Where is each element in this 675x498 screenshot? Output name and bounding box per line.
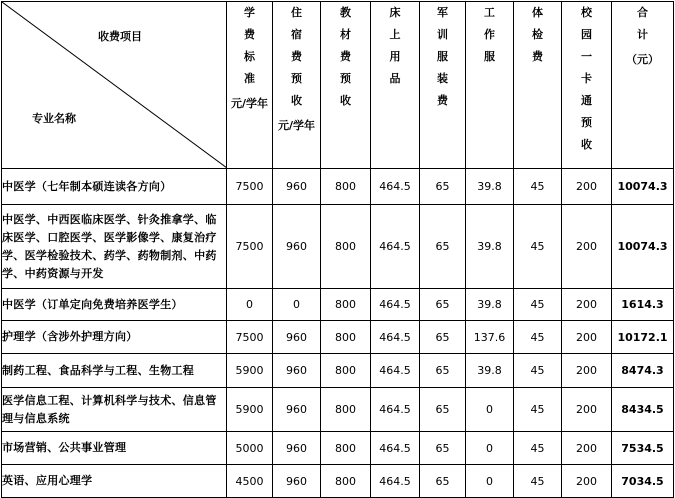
fee-cell-dorm: 960 bbox=[273, 169, 321, 205]
fee-cell-bedding: 464.5 bbox=[371, 321, 420, 354]
fee-cell-books: 800 bbox=[321, 388, 371, 432]
major-name-cell: 中医学、中西医临床医学、针灸推拿学、临床医学、口腔医学、医学影像学、康复治疗学、医学检验技术、药学、药物制剂、中药学、中药资源与开发 bbox=[2, 205, 227, 289]
fee-cell-military: 65 bbox=[420, 465, 466, 498]
fee-cell-physical: 45 bbox=[514, 465, 562, 498]
fee-cell-total: 1614.3 bbox=[612, 289, 674, 321]
fee-cell-bedding: 464.5 bbox=[371, 169, 420, 205]
table-row bbox=[2, 169, 674, 205]
fee-cell-total: 10074.3 bbox=[612, 169, 674, 205]
column-header-dorm bbox=[273, 2, 321, 169]
column-header-bedding bbox=[371, 2, 420, 169]
fee-cell-workwear: 39.8 bbox=[466, 205, 514, 289]
column-header-text: 住宿费预收 bbox=[291, 6, 302, 107]
fee-cell-military: 65 bbox=[420, 321, 466, 354]
fee-cell-campus_card: 200 bbox=[562, 289, 612, 321]
fee-cell-campus_card: 200 bbox=[562, 321, 612, 354]
fee-cell-physical: 45 bbox=[514, 354, 562, 388]
column-header-text: 床上用品 bbox=[389, 6, 401, 85]
fee-cell-bedding: 464.5 bbox=[371, 388, 420, 432]
fee-items-label: 收费项目 bbox=[98, 30, 142, 43]
fee-cell-military: 65 bbox=[420, 432, 466, 465]
diagonal-header-cell bbox=[2, 2, 227, 169]
fee-cell-workwear: 39.8 bbox=[466, 354, 514, 388]
diagonal-line bbox=[2, 2, 227, 168]
fee-cell-tuition: 5900 bbox=[227, 354, 273, 388]
table-row bbox=[2, 432, 674, 465]
fee-cell-physical: 45 bbox=[514, 205, 562, 289]
column-header-tuition bbox=[227, 2, 273, 169]
fee-cell-military: 65 bbox=[420, 354, 466, 388]
fee-cell-military: 65 bbox=[420, 388, 466, 432]
fee-cell-books: 800 bbox=[321, 289, 371, 321]
fee-cell-tuition: 0 bbox=[227, 289, 273, 321]
fee-cell-campus_card: 200 bbox=[562, 388, 612, 432]
column-header-physical bbox=[514, 2, 562, 169]
column-header-military bbox=[420, 2, 466, 169]
fee-cell-campus_card: 200 bbox=[562, 169, 612, 205]
fee-cell-workwear: 137.6 bbox=[466, 321, 514, 354]
fee-cell-tuition: 7500 bbox=[227, 169, 273, 205]
fee-cell-military: 65 bbox=[420, 289, 466, 321]
table-row bbox=[2, 354, 674, 388]
column-header-text: 校园一卡通预收 bbox=[581, 6, 592, 151]
fee-cell-dorm: 0 bbox=[273, 289, 321, 321]
fee-cell-total: 7034.5 bbox=[612, 465, 674, 498]
fee-cell-dorm: 960 bbox=[273, 321, 321, 354]
column-header-text: 工作服 bbox=[484, 6, 495, 63]
fee-cell-workwear: 0 bbox=[466, 432, 514, 465]
fee-cell-total: 8474.3 bbox=[612, 354, 674, 388]
fee-cell-bedding: 464.5 bbox=[371, 205, 420, 289]
fee-cell-total: 10074.3 bbox=[612, 205, 674, 289]
table-row bbox=[2, 321, 674, 354]
fee-table-body bbox=[2, 169, 674, 498]
fee-cell-workwear: 0 bbox=[466, 388, 514, 432]
table-row bbox=[2, 388, 674, 432]
major-name-cell: 医学信息工程、计算机科学与技术、信息管理与信息系统 bbox=[2, 388, 227, 432]
column-header-text: 合计 bbox=[637, 6, 648, 41]
fee-cell-books: 800 bbox=[321, 205, 371, 289]
major-name-cell: 制药工程、食品科学与工程、生物工程 bbox=[2, 354, 227, 388]
major-name-cell: 中医学（七年制本硕连读各方向） bbox=[2, 169, 227, 205]
fee-cell-books: 800 bbox=[321, 321, 371, 354]
fee-cell-workwear: 39.8 bbox=[466, 169, 514, 205]
fee-cell-dorm: 960 bbox=[273, 388, 321, 432]
fee-cell-dorm: 960 bbox=[273, 465, 321, 498]
major-name-cell: 市场营销、公共事业管理 bbox=[2, 432, 227, 465]
fee-cell-campus_card: 200 bbox=[562, 465, 612, 498]
fee-cell-bedding: 464.5 bbox=[371, 432, 420, 465]
fee-cell-campus_card: 200 bbox=[562, 432, 612, 465]
fee-cell-physical: 45 bbox=[514, 388, 562, 432]
column-unit-label: 元/学年 bbox=[277, 119, 316, 132]
column-header-text: 学费标准 bbox=[244, 6, 255, 85]
fee-cell-physical: 45 bbox=[514, 432, 562, 465]
column-header-books bbox=[321, 2, 371, 169]
column-header-text: 军训服装费 bbox=[437, 6, 448, 107]
table-row bbox=[2, 289, 674, 321]
fee-cell-total: 8434.5 bbox=[612, 388, 674, 432]
fee-table bbox=[1, 1, 674, 498]
fee-cell-tuition: 7500 bbox=[227, 321, 273, 354]
header-row bbox=[2, 2, 674, 169]
fee-cell-physical: 45 bbox=[514, 321, 562, 354]
fee-cell-dorm: 960 bbox=[273, 354, 321, 388]
column-header-total bbox=[612, 2, 674, 169]
fee-cell-dorm: 960 bbox=[273, 205, 321, 289]
fee-cell-total: 7534.5 bbox=[612, 432, 674, 465]
fee-cell-bedding: 464.5 bbox=[371, 289, 420, 321]
fee-table-container bbox=[1, 1, 674, 498]
fee-cell-dorm: 960 bbox=[273, 432, 321, 465]
fee-cell-military: 65 bbox=[420, 205, 466, 289]
column-unit-label: （元） bbox=[626, 53, 659, 66]
fee-cell-books: 800 bbox=[321, 169, 371, 205]
column-unit-label: 元/学年 bbox=[230, 97, 269, 110]
major-name-cell: 中医学（订单定向免费培养医学生） bbox=[2, 289, 227, 321]
fee-cell-tuition: 7500 bbox=[227, 205, 273, 289]
fee-cell-workwear: 0 bbox=[466, 465, 514, 498]
fee-cell-tuition: 5000 bbox=[227, 432, 273, 465]
fee-cell-physical: 45 bbox=[514, 169, 562, 205]
fee-cell-campus_card: 200 bbox=[562, 205, 612, 289]
fee-cell-bedding: 464.5 bbox=[371, 465, 420, 498]
column-header-campus_card bbox=[562, 2, 612, 169]
fee-cell-workwear: 39.8 bbox=[466, 289, 514, 321]
fee-cell-books: 800 bbox=[321, 432, 371, 465]
column-header-text: 体检费 bbox=[532, 6, 543, 63]
major-name-cell: 英语、应用心理学 bbox=[2, 465, 227, 498]
fee-cell-physical: 45 bbox=[514, 289, 562, 321]
column-header-text: 教材费预收 bbox=[340, 6, 351, 107]
table-row bbox=[2, 205, 674, 289]
fee-cell-books: 800 bbox=[321, 354, 371, 388]
fee-cell-bedding: 464.5 bbox=[371, 354, 420, 388]
fee-cell-total: 10172.1 bbox=[612, 321, 674, 354]
fee-cell-tuition: 4500 bbox=[227, 465, 273, 498]
fee-cell-campus_card: 200 bbox=[562, 354, 612, 388]
fee-cell-military: 65 bbox=[420, 169, 466, 205]
column-header-workwear bbox=[466, 2, 514, 169]
major-name-label: 专业名称 bbox=[32, 112, 76, 125]
fee-cell-tuition: 5900 bbox=[227, 388, 273, 432]
table-row bbox=[2, 465, 674, 498]
fee-cell-books: 800 bbox=[321, 465, 371, 498]
major-name-cell: 护理学（含涉外护理方向） bbox=[2, 321, 227, 354]
